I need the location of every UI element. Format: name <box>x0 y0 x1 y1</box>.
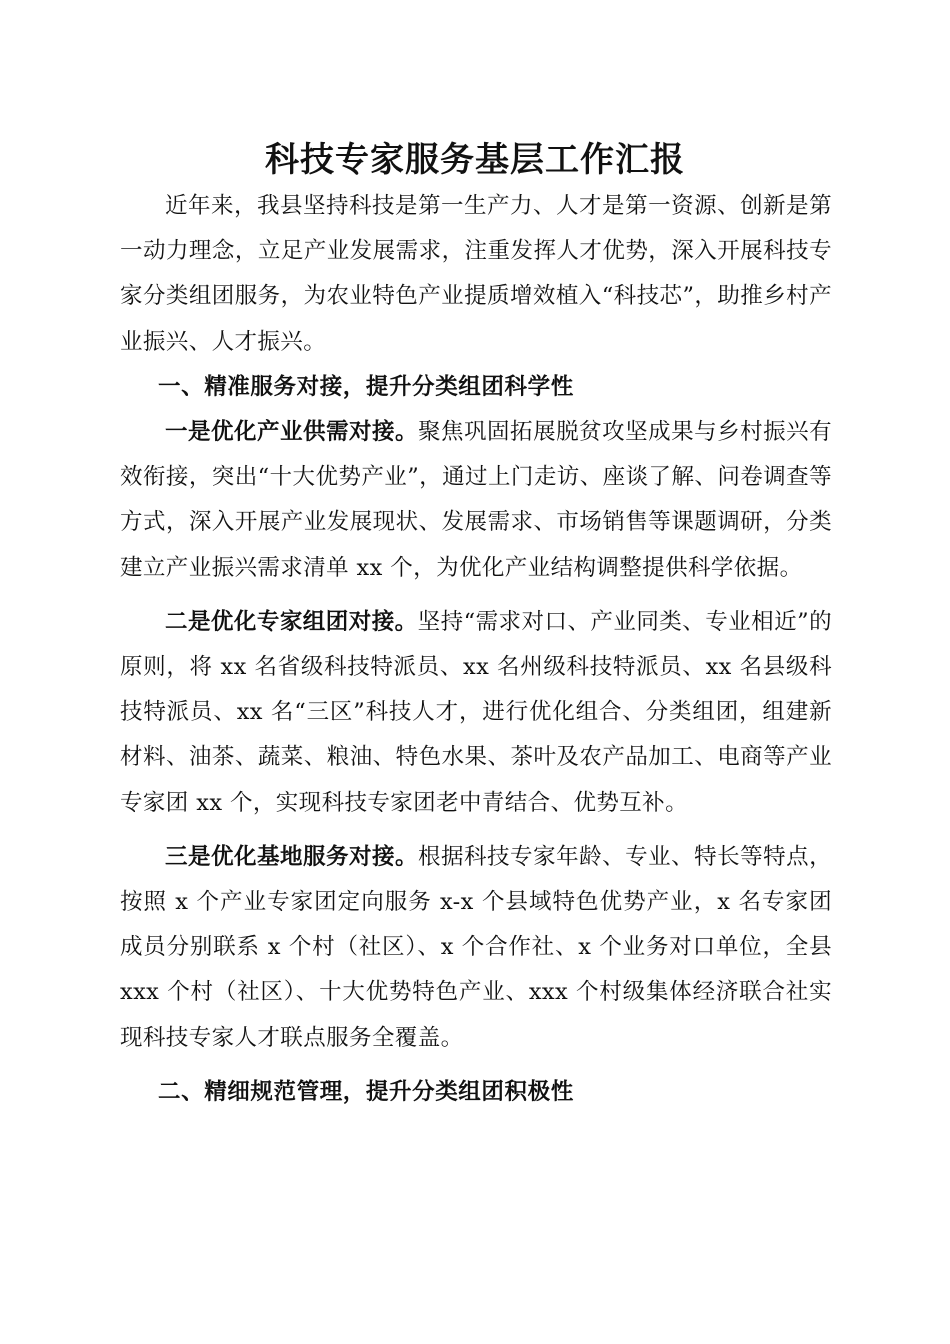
paragraph-text: 根据科技专家年龄、专业、特长等特点，按照 x 个产业专家团定向服务 x-x 个县域特色优势产业，x 名专家团成员分别联系 x 个村（社区）、x 个合作社、x 个业务对口单位，全县 xxx 个村（社区）、十大优势特色产业、xxx 个村级集体经济联合社实现科技专家人才联点服务全覆盖。 <box>120 843 833 1051</box>
section-2-heading: 二、精细规范管理，提升分类组团积极性 <box>158 1078 574 1105</box>
document-title: 科技专家服务基层工作汇报 <box>265 140 685 180</box>
section-1-paragraph-1 <box>120 410 832 591</box>
paragraph-lead: 一是优化产业供需对接。 <box>165 419 419 446</box>
section-1-paragraph-3 <box>120 835 832 1061</box>
intro-paragraph: 近年来，我县坚持科技是第一生产力、人才是第一资源、创新是第一动力理念，立足产业发展需求，注重发挥人才优势，深入开展科技专家分类组团服务，为农业特色产业提质增效植入“科技芯”，助推乡村产业振兴、人才振兴。 <box>120 193 832 355</box>
paragraph-lead: 二是优化专家组团对接。 <box>165 608 418 635</box>
paragraph-lead: 三是优化基地服务对接。 <box>165 843 419 870</box>
section-1-paragraph-2 <box>120 600 832 826</box>
section-1-heading: 一、精准服务对接，提升分类组团科学性 <box>158 373 574 400</box>
paragraph-text: 坚持“需求对口、产业同类、专业相近”的原则，将 xx 名省级科技特派员、xx 名州级科技特派员、xx 名县级科技特派员、xx 名“三区”科技人才，进行优化组合、分类组团，组建新材料、油茶、蔬菜、粮油、特色水果、茶叶及农产品加工、电商等产业专家团 xx 个，实现科技专家团老中青结合、优势互补。 <box>120 608 832 816</box>
document-body <box>120 184 832 1115</box>
paragraph-text: 聚焦巩固拓展脱贫攻坚成果与乡村振兴有效衔接，突出“十大优势产业”，通过上门走访、座谈了解、问卷调查等方式，深入开展产业发展现状、发展需求、市场销售等课题调研，分类建立产业振兴需求清单 xx 个，为优化产业结构调整提供科学依据。 <box>120 419 833 581</box>
